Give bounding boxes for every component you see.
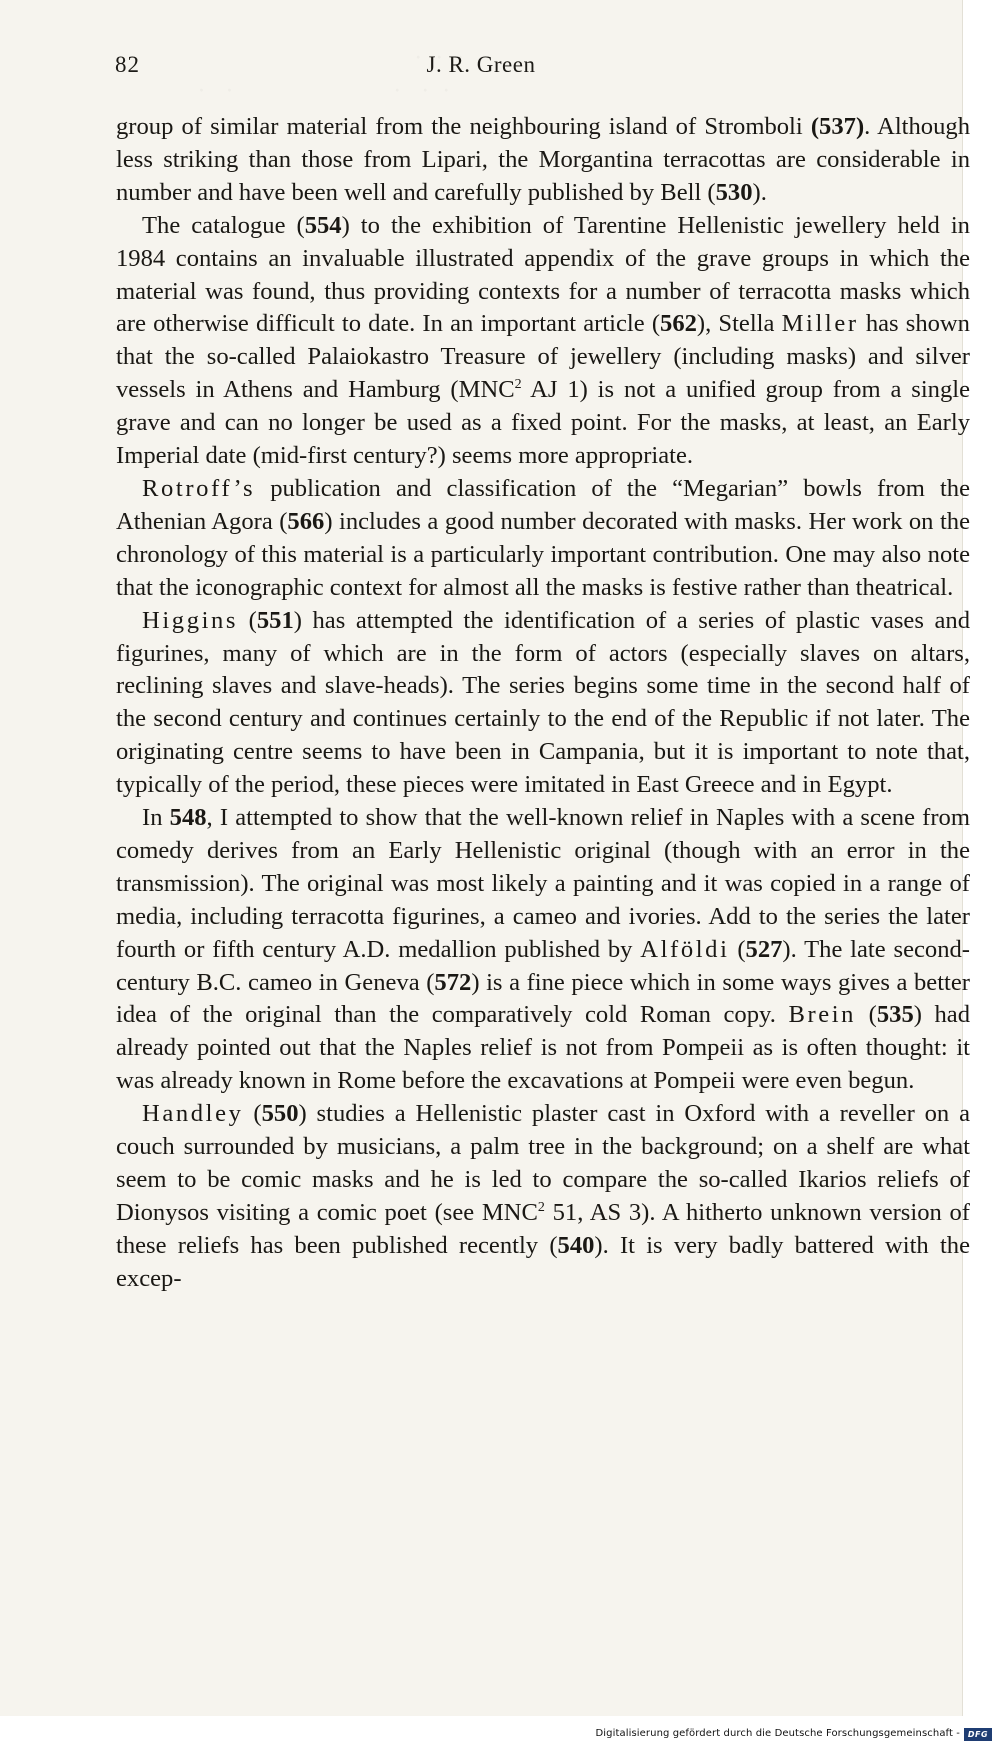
text-run: ) is a fine piece which in some ways gives a better idea of the original than the comparatively cold Roman copy. [116, 968, 970, 1029]
text-run: publication and classification of the “Megarian” bowls from the Athenian Agora ( [116, 474, 970, 535]
text-run: ( [856, 1001, 877, 1029]
text-run: has shown that the so-called Palaiokastro Treasure of jewellery (including masks) and silver vessels in Athens and Hamburg (MNC [116, 310, 970, 404]
paragraph [116, 473, 970, 605]
page-header [0, 52, 962, 88]
author-name: Miller [781, 310, 859, 338]
text-run: , I attempted to show that the well-known relief in Naples with a scene from comedy derives from an Early Hellenistic original (though with an error in the transmission). The original was most likely a painting and it was copied in a range of media, including terracotta figurines, a cameo and ivories. Add to the series the later fourth or fifth century A.D. medallion published by [116, 804, 970, 963]
superscript: 2 [514, 377, 522, 393]
bibliography-reference: 562 [660, 310, 697, 338]
bibliography-reference: 572 [434, 968, 472, 996]
text-run: ( [729, 935, 746, 963]
paragraph [116, 111, 970, 210]
paragraph [116, 1098, 970, 1295]
text-run: ) has attempted the identification of a series of plastic vases and figurines, many of which are in the form of actors (especially slaves on altars, reclining slaves and slave-heads). The series begins some time in the second half of the second century and continues certainly to the end of the Republic if not later. The originating centre seems to have been in Campania, but it is important to note that, typically of the period, these pieces were imitated in East Greece and in Egypt. [116, 606, 970, 799]
bibliography-reference: 540 [557, 1231, 595, 1259]
funding-credit: Digitalisierung gefördert durch die Deutsche Forschungsgemeinschaft - [595, 1728, 960, 1739]
text-run: ). [752, 178, 767, 206]
text-run: ). It is very badly battered with the excep- [116, 1231, 970, 1292]
digitization-footer [0, 1724, 1000, 1745]
text-run: ) to the exhibition of Tarentine Hellenistic jewellery held in 1984 contains an invaluable illustrated appendix of the grave groups in which the material was found, thus providing contexts for a number of terracotta masks which are otherwise difficult to date. In an important article ( [116, 211, 970, 338]
text-run: ( [243, 1100, 262, 1128]
bibliography-reference: 530 [715, 178, 753, 206]
bibliography-reference: 548 [169, 804, 207, 832]
dfg-logo: DFG [964, 1728, 992, 1741]
text-run: ) had already pointed out that the Naples relief is not from Pompeii as is often thought: it was already known in Rome before the excavations at Pompeii were even begun. [116, 1001, 970, 1095]
text-run: ). The late second-century B.C. cameo in Geneva ( [116, 935, 970, 996]
paragraph [116, 802, 970, 1098]
text-run: ), Stella [696, 310, 782, 338]
page-number: 82 [115, 52, 140, 77]
author-name: Rotroff’s [142, 474, 256, 502]
text-run: ) includes a good number decorated with masks. Her work on the chronology of this material is a particularly important contribution. One may also note that the iconographic context for almost all the masks is festive rather than theatrical. [116, 507, 970, 601]
bibliography-reference: 551 [256, 606, 294, 634]
text-run: group of similar material from the neighbouring island of Stromboli [116, 113, 811, 140]
text-run: ( [238, 606, 257, 634]
bibliography-reference: 550 [261, 1100, 299, 1128]
paragraph [116, 210, 970, 473]
bibliography-reference: 554 [304, 211, 342, 239]
text-run: . Although less striking than those from Lipari, the Morgantina terracottas are considerable in number and have been well and carefully published by Bell ( [116, 113, 970, 206]
text-run: ) studies a Hellenistic plaster cast in Oxford with a reveller on a couch surrounded by musicians, a palm tree in the background; on a shelf are what seem to be comic masks and he is led to compare the so-called Ikarios reliefs of Dionysos visiting a comic poet (see MNC [116, 1100, 971, 1226]
author-name: Alföldi [640, 935, 730, 963]
running-head: J. R. Green [426, 52, 536, 77]
text-run: In [142, 804, 170, 832]
superscript: 2 [537, 1199, 545, 1215]
paragraph [116, 605, 970, 802]
text-run: 51, AS 3). A hitherto unknown version of these reliefs has been published recently ( [116, 1198, 970, 1259]
bibliography-reference: (537) [810, 113, 865, 140]
author-name: Handley [142, 1100, 244, 1128]
body-text [116, 111, 970, 1296]
text-run: The catalogue ( [142, 211, 305, 239]
bibliography-reference: 527 [745, 935, 783, 963]
author-name: Brein [788, 1001, 857, 1029]
bibliography-reference: 566 [287, 507, 325, 535]
author-name: Higgins [142, 606, 239, 634]
bibliography-reference: 535 [876, 1001, 914, 1029]
text-run: AJ 1) is not a unified group from a single grave and can no longer be used as a fixed point. For the masks, at least, an Early Imperial date (mid-first century?) seems more appropriate. [116, 376, 970, 470]
